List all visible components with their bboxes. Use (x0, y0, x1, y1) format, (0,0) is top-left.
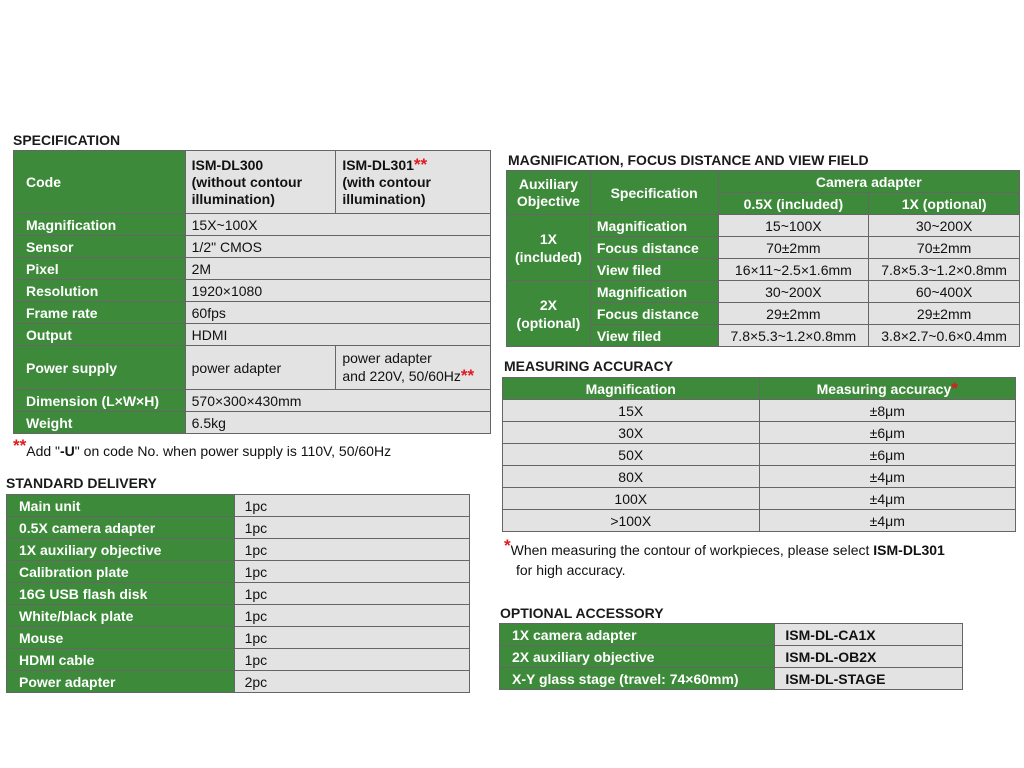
accuracy-mag: 30X (503, 422, 760, 444)
accuracy-value: ±4μm (759, 466, 1015, 488)
mag-spec-header: Specification (590, 171, 718, 215)
spec-row-value: 1920×1080 (185, 280, 490, 302)
power-footnote-code: -U (60, 443, 75, 459)
spec-power-row (14, 346, 491, 390)
accuracy-value: ±8μm (759, 400, 1015, 422)
spec-row (14, 390, 491, 412)
accuracy-note-asterisk: * (504, 536, 511, 555)
mag-row (507, 281, 1020, 303)
mag-aux-header-line2: Objective (516, 192, 580, 209)
delivery-qty: 1pc (234, 539, 469, 561)
spec-row-label: Sensor (14, 236, 186, 258)
power-footnote-prefix: Add " (26, 443, 61, 459)
mag-cell-05x: 70±2mm (718, 237, 869, 259)
mag-col-1x-header: 1X (optional) (869, 193, 1020, 215)
delivery-item: White/black plate (7, 605, 235, 627)
delivery-qty: 1pc (234, 495, 469, 517)
spec-power-dl301-line1: power adapter (342, 350, 432, 366)
mag-cell-05x: 16×11~2.5×1.6mm (718, 259, 869, 281)
delivery-item: Calibration plate (7, 561, 235, 583)
delivery-item: 16G USB flash disk (7, 583, 235, 605)
mag-cell-05x: 30~200X (718, 281, 869, 303)
delivery-qty: 1pc (234, 561, 469, 583)
accuracy-row (503, 422, 1016, 444)
delivery-row (7, 495, 470, 517)
mag-col-05x-header: 0.5X (included) (718, 193, 869, 215)
delivery-table (6, 494, 470, 693)
optional-code: ISM-DL-OB2X (775, 646, 963, 668)
delivery-row (7, 605, 470, 627)
spec-dl301-name: ISM-DL301 (342, 157, 414, 173)
accuracy-row (503, 444, 1016, 466)
delivery-qty: 2pc (234, 671, 469, 693)
spec-dl301-asterisks: ** (413, 155, 428, 174)
delivery-row (7, 671, 470, 693)
accuracy-row (503, 488, 1016, 510)
accuracy-mag: 100X (503, 488, 760, 510)
power-footnote (13, 436, 392, 461)
mag-group-1x-note: (included) (514, 248, 582, 265)
spec-dl301-desc-1: (with contour (342, 174, 431, 190)
accuracy-header-asterisk: * (951, 378, 958, 398)
mag-cell-1x: 29±2mm (869, 303, 1020, 325)
mag-cell-05x: 15~100X (718, 215, 869, 237)
accuracy-mag: 15X (503, 400, 760, 422)
accuracy-mag: 80X (503, 466, 760, 488)
accuracy-mag-header: Magnification (503, 378, 760, 400)
spec-dl300-name: ISM-DL300 (191, 156, 264, 173)
delivery-item: 1X auxiliary objective (7, 539, 235, 561)
accuracy-header-row (503, 378, 1016, 400)
mag-row-label: Magnification (590, 281, 718, 303)
mag-cell-1x: 70±2mm (869, 237, 1020, 259)
mag-row-label: View filed (590, 259, 718, 281)
mag-row-label: Magnification (590, 215, 718, 237)
delivery-qty: 1pc (234, 517, 469, 539)
delivery-item: Main unit (7, 495, 235, 517)
spec-row-value: 15X~100X (185, 214, 490, 236)
mag-header-row (507, 171, 1020, 193)
accuracy-mag: 50X (503, 444, 760, 466)
delivery-qty: 1pc (234, 649, 469, 671)
power-footnote-suffix: " on code No. when power supply is 110V, 50/60Hz (74, 443, 392, 459)
spec-row-label: Dimension (L×W×H) (14, 390, 186, 412)
spec-dl301-desc-2: illumination) (342, 191, 426, 207)
delivery-row (7, 583, 470, 605)
spec-row-value: HDMI (185, 324, 490, 346)
optional-code: ISM-DL-STAGE (775, 668, 963, 690)
optional-item: 1X camera adapter (500, 624, 775, 646)
accuracy-row (503, 466, 1016, 488)
mag-cell-1x: 60~400X (869, 281, 1020, 303)
spec-row-label: Resolution (14, 280, 186, 302)
magnification-table (506, 170, 1020, 347)
delivery-qty: 1pc (234, 583, 469, 605)
power-footnote-asterisks: ** (13, 436, 27, 455)
delivery-row (7, 561, 470, 583)
spec-row-value: 60fps (185, 302, 490, 324)
spec-row (14, 324, 491, 346)
delivery-row (7, 627, 470, 649)
mag-group-2x (507, 281, 591, 347)
specification-table (13, 150, 491, 434)
accuracy-value: ±4μm (759, 488, 1015, 510)
optional-item: 2X auxiliary objective (500, 646, 775, 668)
optional-row (500, 624, 963, 646)
specification-title: SPECIFICATION (13, 132, 121, 148)
spec-row (14, 412, 491, 434)
mag-aux-header (507, 171, 591, 215)
mag-cell-1x: 30~200X (869, 215, 1020, 237)
accuracy-acc-header-label: Measuring accuracy (816, 380, 952, 397)
accuracy-value: ±6μm (759, 422, 1015, 444)
mag-row-label: View filed (590, 325, 718, 347)
accuracy-row (503, 510, 1016, 532)
spec-dl300-header (185, 151, 336, 214)
delivery-row (7, 539, 470, 561)
mag-group-1x-name: 1X (539, 230, 557, 247)
spec-row-value: 1/2" CMOS (185, 236, 490, 258)
spec-power-dl301 (336, 346, 491, 390)
accuracy-row (503, 400, 1016, 422)
mag-cell-05x: 29±2mm (718, 303, 869, 325)
accuracy-note (504, 536, 945, 580)
mag-row-label: Focus distance (590, 237, 718, 259)
optional-row (500, 668, 963, 690)
spec-row-label: Weight (14, 412, 186, 434)
optional-item: X-Y glass stage (travel: 74×60mm) (500, 668, 775, 690)
spec-row-value: 2M (185, 258, 490, 280)
delivery-item: Power adapter (7, 671, 235, 693)
accuracy-acc-header (759, 378, 1015, 400)
mag-aux-header-line1: Auxiliary (518, 175, 578, 192)
spec-power-asterisks: ** (460, 366, 475, 385)
delivery-title: STANDARD DELIVERY (6, 475, 157, 491)
mag-group-2x-name: 2X (539, 296, 557, 313)
delivery-item: HDMI cable (7, 649, 235, 671)
magnification-title: MAGNIFICATION, FOCUS DISTANCE AND VIEW FIELD (508, 152, 869, 168)
mag-camera-adapter-header: Camera adapter (718, 171, 1020, 193)
spec-power-dl301-line2: and 220V, 50/60Hz (342, 368, 461, 384)
spec-power-dl300: power adapter (185, 346, 336, 390)
accuracy-note-line2: for high accuracy. (516, 562, 626, 578)
delivery-row (7, 517, 470, 539)
delivery-row (7, 649, 470, 671)
optional-row (500, 646, 963, 668)
optional-code: ISM-DL-CA1X (775, 624, 963, 646)
mag-cell-1x: 7.8×5.3~1.2×0.8mm (869, 259, 1020, 281)
spec-code-header: Code (14, 151, 186, 214)
accuracy-title: MEASURING ACCURACY (504, 358, 674, 374)
spec-power-label: Power supply (14, 346, 186, 390)
optional-table (499, 623, 963, 690)
mag-row (507, 215, 1020, 237)
spec-dl301-header (336, 151, 491, 214)
delivery-item: 0.5X camera adapter (7, 517, 235, 539)
spec-dl300-desc-2: illumination) (191, 190, 275, 207)
accuracy-note-model: ISM-DL301 (873, 542, 945, 558)
spec-row (14, 302, 491, 324)
spec-row (14, 214, 491, 236)
accuracy-value: ±4μm (759, 510, 1015, 532)
spec-row-label: Pixel (14, 258, 186, 280)
delivery-qty: 1pc (234, 627, 469, 649)
spec-row-label: Magnification (14, 214, 186, 236)
spec-row-value: 570×300×430mm (185, 390, 490, 412)
spec-row-value: 6.5kg (185, 412, 490, 434)
accuracy-note-text: When measuring the contour of workpieces, please select (510, 542, 874, 558)
accuracy-table (502, 377, 1016, 532)
mag-group-1x (507, 215, 591, 281)
spec-row-label: Output (14, 324, 186, 346)
mag-group-2x-note: (optional) (516, 314, 581, 331)
accuracy-value: ±6μm (759, 444, 1015, 466)
delivery-item: Mouse (7, 627, 235, 649)
mag-cell-1x: 3.8×2.7~0.6×0.4mm (869, 325, 1020, 347)
delivery-qty: 1pc (234, 605, 469, 627)
spec-header-row (14, 151, 491, 214)
mag-cell-05x: 7.8×5.3~1.2×0.8mm (718, 325, 869, 347)
spec-row-label: Frame rate (14, 302, 186, 324)
spec-dl300-desc-1: (without contour (191, 173, 303, 190)
spec-row (14, 236, 491, 258)
spec-row (14, 280, 491, 302)
mag-row-label: Focus distance (590, 303, 718, 325)
spec-row (14, 258, 491, 280)
accuracy-mag: >100X (503, 510, 760, 532)
optional-title: OPTIONAL ACCESSORY (500, 605, 664, 621)
